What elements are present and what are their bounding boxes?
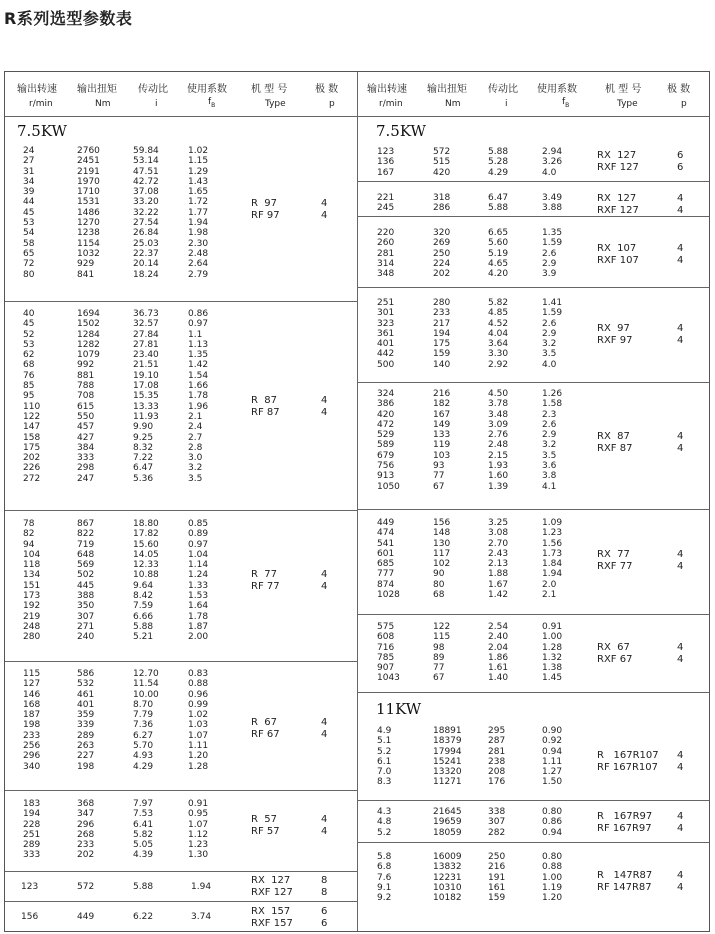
speed-values: 221 245 xyxy=(377,193,395,214)
factor-values: 0.91 0.95 1.07 1.12 1.23 1.30 xyxy=(188,799,209,861)
ratio-values: 3.25 3.08 2.70 2.43 2.13 1.88 1.67 1.42 xyxy=(488,518,509,601)
pole-count: 4 4 xyxy=(321,198,328,221)
ratio-values: 6.47 5.88 xyxy=(488,193,509,214)
torque-values: 122 115 98 89 77 67 xyxy=(433,622,451,684)
torque-values: 16009 13832 12231 10310 10182 xyxy=(433,852,462,904)
factor-values: 3.49 3.88 xyxy=(542,193,563,214)
header-factor: 使用系数 xyxy=(187,84,227,95)
model-type: R 167R97 RF 167R97 xyxy=(597,811,653,834)
speed-values: 575 608 716 785 907 1043 xyxy=(377,622,400,684)
left-group-divider xyxy=(5,871,357,872)
right-group-divider xyxy=(357,181,709,182)
ratio-values: 7.97 7.53 6.41 5.82 5.05 4.39 xyxy=(133,799,154,861)
unit-torque: Nm xyxy=(445,99,461,109)
pole-count: 4 4 xyxy=(677,750,684,773)
speed-values: 24 27 31 34 39 44 45 53 54 58 65 72 80 xyxy=(23,146,35,280)
ratio-values: 18.80 17.82 15.60 14.05 12.33 10.88 9.64 8.42 7.59 6.66 5.88 5.21 xyxy=(133,519,159,643)
model-type: R 167R107 RF 167R107 xyxy=(597,750,659,773)
pole-count: 4 4 xyxy=(677,811,684,834)
right-group-divider xyxy=(357,216,709,217)
speed-values: 5.8 6.8 7.6 9.1 9.2 xyxy=(377,852,392,904)
torque-values: 449 xyxy=(77,912,95,922)
pole-count: 6 6 xyxy=(321,906,328,929)
right-group-divider xyxy=(357,382,709,383)
ratio-values: 5.88 5.28 4.29 xyxy=(488,147,509,178)
header-torque: 输出扭矩 xyxy=(427,84,467,95)
speed-values: 78 82 94 104 118 134 151 173 192 219 248 280 xyxy=(23,519,41,643)
speed-values: 115 127 146 168 187 198 233 256 296 340 xyxy=(23,669,41,772)
ratio-values: 5.82 4.85 4.52 4.04 3.64 3.30 2.92 xyxy=(488,298,509,370)
factor-values: 1.94 xyxy=(191,882,212,892)
pole-count: 4 4 xyxy=(677,193,684,216)
right-group-divider xyxy=(357,509,709,510)
model-type: R 57 RF 57 xyxy=(251,814,280,837)
ratio-values: 250 216 191 161 159 xyxy=(488,852,506,904)
pole-count: 4 4 xyxy=(321,814,328,837)
factor-values: 1.35 1.59 2.6 2.9 3.9 xyxy=(542,228,563,280)
factor-values: 1.02 1.15 1.29 1.43 1.65 1.72 1.77 1.94 1.98 2.30 2.48 2.64 2.79 xyxy=(188,146,209,280)
pole-count: 4 4 xyxy=(677,549,684,572)
factor-values: 0.80 0.88 1.00 1.19 1.20 xyxy=(542,852,563,904)
speed-values: 324 386 420 472 529 589 679 756 913 1050 xyxy=(377,389,400,492)
pole-count: 8 8 xyxy=(321,875,328,898)
right-group-divider xyxy=(357,692,709,693)
page-title: R系列选型参数表 xyxy=(4,9,133,28)
ratio-values: 6.22 xyxy=(133,912,154,922)
model-type: RX 157 RXF 157 xyxy=(251,906,293,929)
power-label: 7.5KW xyxy=(17,122,67,140)
unit-ratio: i xyxy=(155,99,158,109)
right-group-divider xyxy=(357,287,709,288)
unit-poles: p xyxy=(329,99,335,109)
model-type: R 77 RF 77 xyxy=(251,569,280,592)
left-group-divider xyxy=(5,510,357,511)
speed-values: 449 474 541 601 685 777 874 1028 xyxy=(377,518,400,601)
unit-ratio: i xyxy=(505,99,508,109)
center-divider xyxy=(357,72,358,931)
torque-values: 320 269 250 224 202 xyxy=(433,228,451,280)
unit-speed: r/min xyxy=(379,99,403,109)
ratio-values: 6.65 5.60 5.19 4.65 4.20 xyxy=(488,228,509,280)
header-model: 机 型 号 xyxy=(251,84,288,95)
pole-count: 4 4 xyxy=(321,569,328,592)
power-label: 7.5KW xyxy=(376,122,426,140)
header-factor: 使用系数 xyxy=(537,84,577,95)
model-type: RX 87 RXF 87 xyxy=(597,431,633,454)
torque-values: 21645 19659 18059 xyxy=(433,807,462,838)
model-type: RX 67 RXF 67 xyxy=(597,642,633,665)
ratio-values: 338 307 282 xyxy=(488,807,506,838)
speed-values: 4.3 4.8 5.2 xyxy=(377,807,392,838)
unit-factor: $f_B$ xyxy=(562,97,570,109)
torque-values: 216 182 167 149 133 119 103 93 77 67 xyxy=(433,389,451,492)
speed-values: 123 xyxy=(21,882,39,892)
model-type: RX 97 RXF 97 xyxy=(597,323,633,346)
speed-values: 220 260 281 314 348 xyxy=(377,228,395,280)
torque-values: 572 515 420 xyxy=(433,147,451,178)
unit-torque: Nm xyxy=(95,99,111,109)
left-group-divider xyxy=(5,790,357,791)
ratio-values: 4.50 3.78 3.48 3.09 2.76 2.48 2.15 1.93 1.60 1.39 xyxy=(488,389,509,492)
ratio-values: 59.84 53.14 47.51 42.72 37.08 33.20 32.22 27.54 26.84 25.03 22.37 20.14 18.24 xyxy=(133,146,159,280)
torque-values: 867 822 719 648 569 502 445 388 350 307 271 240 xyxy=(77,519,95,643)
unit-type: Type xyxy=(617,99,638,109)
torque-values: 156 148 130 117 102 90 80 68 xyxy=(433,518,451,601)
model-type: RX 127 RXF 127 xyxy=(597,193,639,216)
model-type: RX 107 RXF 107 xyxy=(597,243,639,266)
torque-values: 586 532 461 401 359 339 289 263 227 198 xyxy=(77,669,95,772)
pole-count: 4 4 xyxy=(677,431,684,454)
header-ratio: 传动比 xyxy=(488,84,518,95)
header-poles: 极 数 xyxy=(315,84,339,95)
ratio-values: 2.54 2.40 2.04 1.86 1.61 1.40 xyxy=(488,622,509,684)
pole-count: 4 4 xyxy=(677,642,684,665)
factor-values: 0.80 0.86 0.94 xyxy=(542,807,563,838)
torque-values: 318 286 xyxy=(433,193,451,214)
left-group-divider xyxy=(5,901,357,902)
header-poles: 极 数 xyxy=(667,84,691,95)
speed-values: 251 301 323 361 401 442 500 xyxy=(377,298,395,370)
pole-count: 6 6 xyxy=(677,150,684,173)
unit-factor: $f_B$ xyxy=(208,97,216,109)
right-group-divider xyxy=(357,842,709,843)
header-speed: 输出转速 xyxy=(17,84,57,95)
pole-count: 4 4 xyxy=(677,323,684,346)
speed-values: 183 194 228 251 289 333 xyxy=(23,799,41,861)
unit-type: Type xyxy=(265,99,286,109)
factor-values: 1.26 1.58 2.3 2.6 2.9 3.2 3.5 3.6 3.8 4.1 xyxy=(542,389,563,492)
factor-values: 0.83 0.88 0.96 0.99 1.02 1.03 1.07 1.11 1.20 1.28 xyxy=(188,669,209,772)
model-type: R 87 RF 87 xyxy=(251,395,280,418)
ratio-values: 36.73 32.57 27.84 27.81 23.40 21.51 19.10 17.08 15.35 13.33 11.93 9.90 9.25 8.32 7.22 6.47 5.36 xyxy=(133,309,159,484)
header-ratio: 传动比 xyxy=(138,84,168,95)
factor-values: 3.74 xyxy=(191,912,212,922)
factor-values: 1.41 1.59 2.6 2.9 3.2 3.5 4.0 xyxy=(542,298,563,370)
model-type: RX 127 RXF 127 xyxy=(251,875,293,898)
model-type: R 97 RF 97 xyxy=(251,198,280,221)
right-group-divider xyxy=(357,614,709,615)
torque-values: 368 347 296 268 233 202 xyxy=(77,799,95,861)
factor-values: 0.91 1.00 1.28 1.32 1.38 1.45 xyxy=(542,622,563,684)
pole-count: 4 4 xyxy=(677,243,684,266)
pole-count: 4 4 xyxy=(677,870,684,893)
left-group-divider xyxy=(5,301,357,302)
header-speed: 输出转速 xyxy=(367,84,407,95)
model-type: R 147R87 RF 147R87 xyxy=(597,870,653,893)
model-type: RX 127 RXF 127 xyxy=(597,150,639,173)
pole-count: 4 4 xyxy=(321,717,328,740)
unit-speed: r/min xyxy=(29,99,53,109)
torque-values: 18891 18379 17994 15241 13320 11271 xyxy=(433,726,462,788)
speed-values: 4.9 5.1 5.2 6.1 7.0 8.3 xyxy=(377,726,392,788)
factor-values: 1.09 1.23 1.56 1.73 1.84 1.94 2.0 2.1 xyxy=(542,518,563,601)
pole-count: 4 4 xyxy=(321,395,328,418)
factor-values: 0.85 0.89 0.97 1.04 1.14 1.24 1.33 1.53 1.64 1.78 1.87 2.00 xyxy=(188,519,209,643)
left-group-divider xyxy=(5,661,357,662)
speed-values: 40 45 52 53 62 68 76 85 95 110 122 147 158 175 202 226 272 xyxy=(23,309,41,484)
factor-values: 0.86 0.97 1.1 1.13 1.35 1.42 1.54 1.66 1.78 1.96 2.1 2.4 2.7 2.8 3.0 3.2 3.5 xyxy=(188,309,209,484)
model-type: R 67 RF 67 xyxy=(251,717,280,740)
speed-values: 123 136 167 xyxy=(377,147,395,178)
ratio-values: 295 287 281 238 208 176 xyxy=(488,726,506,788)
torque-values: 1694 1502 1284 1282 1079 992 881 788 708 615 550 457 427 384 333 298 247 xyxy=(77,309,100,484)
factor-values: 0.90 0.92 0.94 1.11 1.27 1.50 xyxy=(542,726,563,788)
torque-values: 280 233 217 194 175 159 140 xyxy=(433,298,451,370)
selection-table xyxy=(4,71,710,932)
right-group-divider xyxy=(357,800,709,801)
header-torque: 输出扭矩 xyxy=(77,84,117,95)
factor-values: 2.94 3.26 4.0 xyxy=(542,147,563,178)
header-model: 机 型 号 xyxy=(605,84,642,95)
ratio-values: 5.88 xyxy=(133,882,154,892)
torque-values: 2760 2451 2191 1970 1710 1531 1486 1270 1238 1154 1032 929 841 xyxy=(77,146,100,280)
torque-values: 572 xyxy=(77,882,95,892)
speed-values: 156 xyxy=(21,912,39,922)
unit-poles: p xyxy=(681,99,687,109)
ratio-values: 12.70 11.54 10.00 8.70 7.79 7.36 6.27 5.70 4.93 4.29 xyxy=(133,669,159,772)
model-type: RX 77 RXF 77 xyxy=(597,549,633,572)
power-label: 11KW xyxy=(376,700,422,718)
